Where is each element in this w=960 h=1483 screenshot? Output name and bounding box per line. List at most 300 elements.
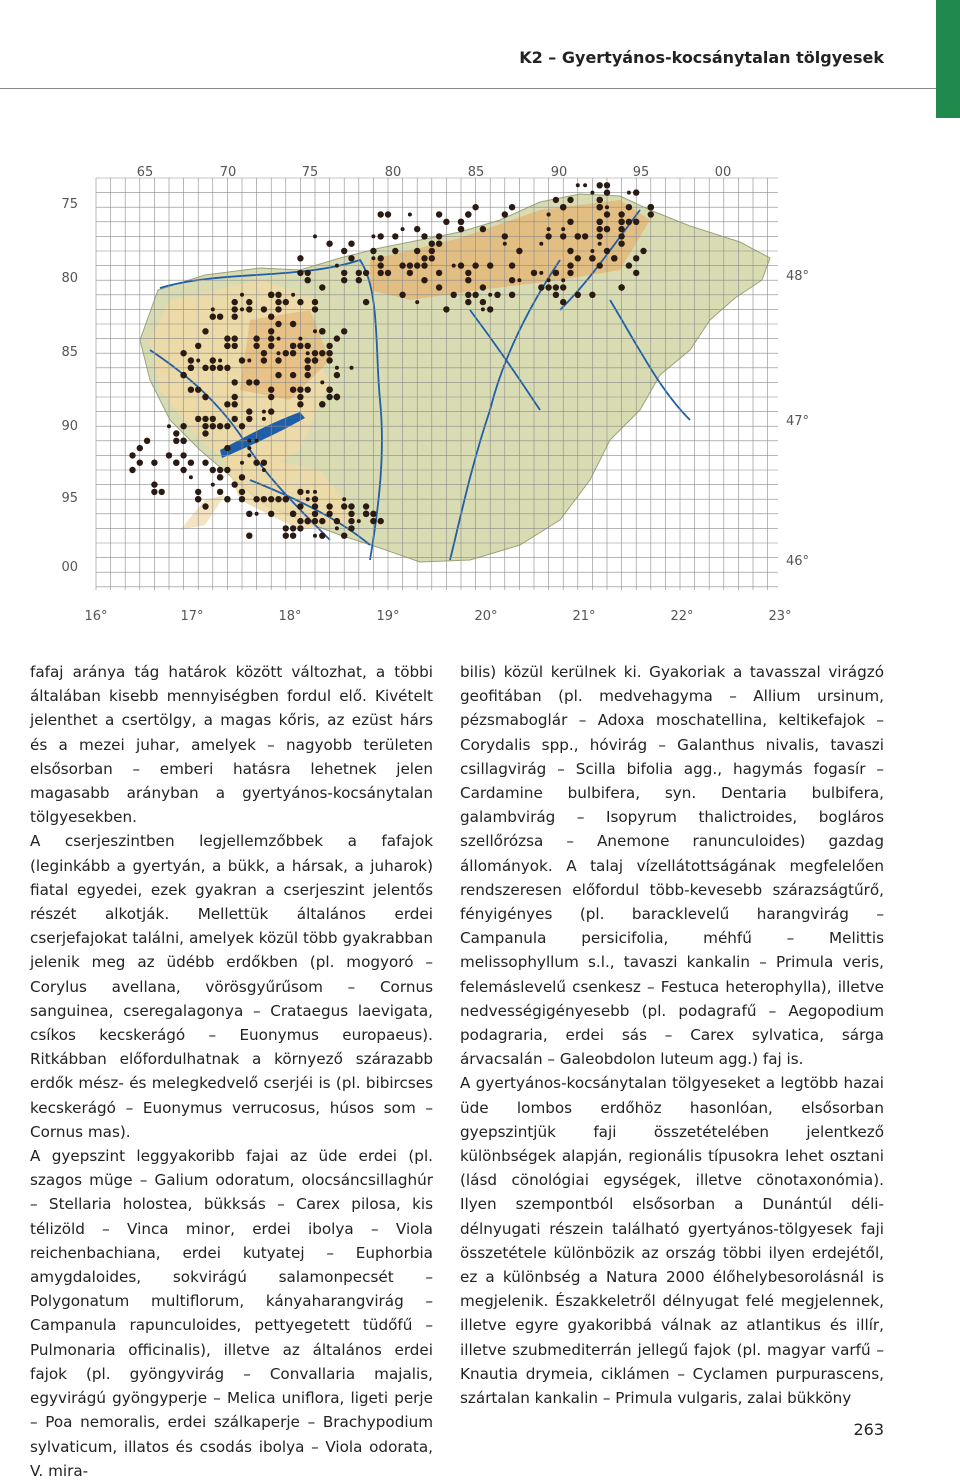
occurrence-dot [480,226,486,232]
occurrence-dot [268,496,274,502]
occurrence-dot [509,262,515,268]
occurrence-dot [283,533,289,539]
occurrence-dot [232,379,238,385]
occurrence-dot [159,489,165,495]
occurrence-dot [480,284,486,290]
occurrence-dot [618,284,624,290]
occurrence-dot [268,335,274,341]
longitude-label: 18° [278,609,302,624]
occurrence-dot [195,416,201,422]
occurrence-dot [560,284,566,290]
grid-left-label: 00 [61,560,78,575]
paragraph: bilis) közül kerülnek ki. Gyakoriak a tavasszal virágzó geofitában (pl. medvehagyma – Allium ursinum, pézsmaboglár – Adoxa moschatellina, keltikefajok – Corydalis spp., hóvirág – Galanthus nivalis, tavaszi csillagvirág – Scilla bifolia agg., hagymás fogasír – Cardamine bulbifera, syn. Dentaria bulbifera, galambvirág – Isopyrum thalictroides, bogláros szellőrózsa – Anemone ranunculoides) gazdag állományok. A talaj vízellátottságának megfelelően rendszeresen előfordul több-kevesebb szárazságtűrő, fényigényes (pl. baracklevelű harangvirág – Campanula persicifolia, méhfű – Melittis melissophyllum s.l., tavaszi kankalin – Primula veris, felemáslevelű csenkesz – Festuca heterophylla), illetve nedvességigényesebb (pl. podagrafű – Aegopodium podagraria, erdei sás – Carex sylvatica, sárga árvacsalán – Galeobdolon luteum agg.) faj is. [460,663,884,1069]
occurrence-dot [283,299,289,305]
occurrence-dot [348,518,354,524]
grid-top-label: 70 [219,165,237,180]
occurrence-dot [262,468,266,472]
occurrence-dot [180,467,186,473]
occurrence-dot [291,293,295,297]
occurrence-dot [137,460,143,466]
occurrence-dot [509,292,515,298]
occurrence-dot [312,357,318,363]
occurrence-dot [202,394,208,400]
occurrence-dot [151,460,157,466]
occurrence-dot [283,525,289,531]
occurrence-dot [414,262,420,268]
occurrence-dot [370,518,376,524]
occurrence-dot [210,416,216,422]
occurrence-dot [275,306,281,312]
occurrence-dot [239,423,245,429]
occurrence-dot [436,284,442,290]
occurrence-dot [363,503,369,509]
occurrence-dot [232,481,238,487]
occurrence-dot [436,211,442,217]
occurrence-dot [517,278,521,282]
occurrence-dot [297,525,303,531]
occurrence-dot [626,262,632,268]
occurrence-dot [472,262,478,268]
occurrence-dot [275,299,281,305]
occurrence-dot [488,293,492,297]
mecsek-upland [180,495,225,530]
occurrence-dot [232,314,238,320]
occurrence-dot [472,204,478,210]
occurrence-dot [597,233,603,239]
occurrence-dot [246,408,252,414]
occurrence-dot [582,233,588,239]
occurrence-dot [597,262,603,268]
occurrence-dot [268,408,274,414]
occurrence-dot [255,512,259,516]
grid-left-label: 85 [61,345,78,360]
occurrence-dot [188,357,194,363]
longitude-label: 20° [474,609,498,624]
occurrence-dot [210,365,216,371]
occurrence-dot [268,343,274,349]
occurrence-dot [348,241,354,247]
occurrence-dot [371,234,375,238]
occurrence-dot [305,343,311,349]
occurrence-dot [290,343,296,349]
occurrence-dot [195,343,201,349]
occurrence-dot [567,197,573,203]
occurrence-dot [319,518,325,524]
grid-top-label: 00 [714,165,732,180]
occurrence-dot [305,372,311,378]
occurrence-dot [335,264,339,268]
occurrence-dot [356,277,362,283]
occurrence-dot [385,270,391,276]
occurrence-dot [246,511,252,517]
occurrence-dot [188,387,194,393]
occurrence-dot [618,233,624,239]
occurrence-dot [202,328,208,334]
occurrence-dot [326,394,332,400]
occurrence-dot [326,350,332,356]
occurrence-dot [385,211,391,217]
occurrence-dot [458,219,464,225]
occurrence-dot [547,213,551,217]
grid-top-label: 90 [550,165,568,180]
occurrence-dot [180,423,186,429]
longitude-label: 19° [376,609,400,624]
occurrence-dot [341,248,347,254]
occurrence-dot [443,306,449,312]
occurrence-dot [202,460,208,466]
occurrence-dot [211,483,215,487]
occurrence-dot [429,248,435,254]
occurrence-dot [567,248,573,254]
occurrence-dot [561,278,565,282]
occurrence-dot [306,490,310,494]
occurrence-dot [436,233,442,239]
occurrence-dot [567,270,573,276]
occurrence-dot [648,211,654,217]
occurrence-dot [341,503,347,509]
occurrence-dot [575,255,581,261]
occurrence-dot [378,270,384,276]
occurrence-dot [357,519,361,523]
occurrence-dot [465,270,471,276]
occurrence-dot [341,533,347,539]
occurrence-dot [443,219,449,225]
occurrence-dot [268,328,274,334]
page-title: K2 – Gyertyános-kocsánytalan tölgyesek [519,48,884,67]
occurrence-dot [502,211,508,217]
occurrence-dot [604,182,610,188]
occurrence-dot [255,439,259,443]
occurrence-dot [627,220,631,224]
occurrence-dot [597,204,603,210]
occurrence-dot [399,262,405,268]
longitude-label: 21° [572,609,596,624]
occurrence-dot [202,365,208,371]
occurrence-dot [465,211,471,217]
occurrence-dot [516,248,522,254]
occurrence-dot [173,438,179,444]
occurrence-dot [144,438,150,444]
occurrence-dot [202,503,208,509]
occurrence-dot [180,372,186,378]
occurrence-dot [576,183,580,187]
occurrence-dot [414,248,420,254]
occurrence-dot [618,226,624,232]
occurrence-dot [195,496,201,502]
occurrence-dot [232,401,238,407]
grid-top-label: 80 [384,165,402,180]
occurrence-dot [392,248,398,254]
distribution-map [0,150,960,640]
occurrence-dot [335,526,339,530]
occurrence-dot [204,417,208,421]
occurrence-dot [166,452,172,458]
occurrence-dot [319,533,325,539]
occurrence-dot [305,518,311,524]
occurrence-dot [539,242,543,246]
occurrence-dot [298,337,302,341]
occurrence-dot [553,284,559,290]
occurrence-dot [627,191,631,195]
occurrence-dot [306,497,310,501]
occurrence-dot [421,262,427,268]
text-column-right [460,660,884,1410]
occurrence-dot [268,292,274,298]
occurrence-dot [247,446,251,450]
occurrence-dot [334,518,340,524]
occurrence-dot [246,379,252,385]
occurrence-dot [195,489,201,495]
occurrence-dot [509,204,515,210]
occurrence-dot [597,197,603,203]
occurrence-dot [612,256,616,260]
occurrence-dot [561,227,565,231]
occurrence-dot [232,343,238,349]
occurrence-dot [334,372,340,378]
occurrence-dot [545,233,551,239]
occurrence-dot [502,233,508,239]
occurrence-dot [312,496,318,502]
occurrence-dot [334,335,340,341]
occurrence-dot [253,496,259,502]
occurrence-dot [312,511,318,517]
occurrence-dot [305,365,311,371]
occurrence-dot [363,511,369,517]
occurrence-dot [633,255,639,261]
occurrence-dot [224,343,230,349]
occurrence-dot [509,277,515,283]
occurrence-dot [253,335,259,341]
occurrence-dot [312,503,318,509]
occurrence-dot [210,357,216,363]
occurrence-dot [452,264,456,268]
occurrence-dot [305,270,311,276]
occurrence-dot [239,496,245,502]
occurrence-dot [217,474,223,480]
occurrence-dot [363,270,369,276]
occurrence-dot [224,335,230,341]
longitude-label: 22° [670,609,694,624]
header-divider [0,88,936,89]
occurrence-dot [305,357,311,363]
occurrence-dot [275,357,281,363]
occurrence-dot [575,233,581,239]
latitude-label: 46° [786,554,810,569]
occurrence-dot [421,255,427,261]
occurrence-dot [180,452,186,458]
occurrence-dot [547,278,551,282]
occurrence-dot [319,401,325,407]
occurrence-dot [261,460,267,466]
occurrence-dot [341,270,347,276]
grid-left-label: 75 [61,197,78,212]
occurrence-dot [313,234,317,238]
occurrence-dot [224,496,230,502]
occurrence-dot [436,270,442,276]
occurrence-dot [224,365,230,371]
occurrence-dot [436,241,442,247]
occurrence-dot [195,387,201,393]
occurrence-dot [465,292,471,298]
occurrence-dot [283,496,289,502]
occurrence-dot [633,270,639,276]
occurrence-dot [326,511,332,517]
occurrence-dot [618,219,624,225]
occurrence-dot [210,467,216,473]
occurrence-dot [472,292,478,298]
occurrence-dot [597,226,603,232]
occurrence-dot [290,525,296,531]
occurrence-dot [297,270,303,276]
occurrence-dot [151,489,157,495]
occurrence-dot [618,241,624,247]
occurrence-dot [268,511,274,517]
occurrence-dot [539,271,543,275]
occurrence-dot [319,350,325,356]
occurrence-dot [247,359,251,363]
occurrence-dot [342,497,346,501]
occurrence-dot [180,438,186,444]
occurrence-dot [553,270,559,276]
occurrence-dot [275,496,281,502]
occurrence-dot [407,270,413,276]
occurrence-dot [326,241,332,247]
occurrence-dot [290,511,296,517]
occurrence-dot [633,189,639,195]
occurrence-dot [239,489,245,495]
occurrence-dot [341,328,347,334]
occurrence-dot [196,359,200,363]
occurrence-dot [246,533,252,539]
occurrence-dot [480,299,486,305]
relief-layer [140,194,770,562]
occurrence-dot [348,525,354,531]
occurrence-dot [415,300,419,304]
occurrence-dot [348,503,354,509]
longitude-label: 16° [84,609,108,624]
occurrence-dot [341,277,347,283]
occurrence-dot [326,343,332,349]
occurrence-dot [268,314,274,320]
occurrence-dot [531,270,537,276]
occurrence-dot [305,387,311,393]
occurrence-dot [298,505,302,509]
text-column-left [30,660,433,1483]
occurrence-dot [319,284,325,290]
grid-left-label: 80 [61,271,78,286]
occurrence-dot [583,183,587,187]
occurrence-dot [414,226,420,232]
paragraph: A gyepszint leggyakoribb fajai az üde erdei (pl. szagos müge – Galium odoratum, olocsáncsillaghúr – Stellaria holostea, bükksás – Carex pilosa, kis télizöld – Vinca minor, erdei ibolya – Viola reichenbachiana, erdei kutyatej – Euphorbia amygdaloides, sokvirágú salamonpecsét – Polygonatum multiflorum, kányaharangvirág – Campanula rapunculoides, pettyegetett tüdőfű – Pulmonaria officinalis), illetve az általános erdei fajok (pl. gyöngyvirág – Convallaria majalis, egyvirágú gyöngyperje – Melica uniflora, ligeti perje – Poa nemoralis, erdei szálkaperje – Brachypodium sylvaticum, illatos és csodás ibolya – Viola odorata, V. mira- [30,1147,433,1480]
occurrence-dot [173,430,179,436]
grid-top-label: 65 [136,165,154,180]
occurrence-dot [458,262,464,268]
occurrence-dot [247,439,251,443]
occurrence-dot [218,359,222,363]
occurrence-dot [553,197,559,203]
occurrence-dot [239,474,245,480]
occurrence-dot [232,306,238,312]
occurrence-dot [597,182,603,188]
occurrence-dot [319,328,325,334]
occurrence-dot [182,351,186,355]
grid-top-label: 95 [632,165,650,180]
occurrence-dot [268,387,274,393]
occurrence-dot [356,270,362,276]
occurrence-dot [408,213,412,217]
occurrence-dot [326,503,332,509]
occurrence-dot [290,533,296,539]
occurrence-dot [246,416,252,422]
occurrence-dot [297,255,303,261]
grid-top-label: 75 [301,165,319,180]
occurrence-dot [348,255,354,261]
occurrence-dot [277,351,281,355]
occurrence-dot [217,467,223,473]
occurrence-dot [137,445,143,451]
occurrence-dot [232,416,238,422]
occurrence-dot [465,277,471,283]
occurrence-dot [378,211,384,217]
occurrence-dot [224,467,230,473]
occurrence-dot [605,205,609,209]
occurrence-dot [604,226,610,232]
occurrence-dot [275,372,281,378]
occurrence-dot [451,292,457,298]
occurrence-dot [297,518,303,524]
paragraph: fafaj aránya tág határok között változhat, a többi általában kisebb mennyiségben fordul elő. Kivételt jelenthet a csertölgy, a magas kőris, az ezüst hárs és a mezei juhar, amelyek – nagyobb területen elsősorban – emberi hatásra lehetnek jelen magasabb arányban a gyertyános-kocsánytalan tölgyesekben. [30,663,433,827]
occurrence-dot [202,423,208,429]
occurrence-dot [312,518,318,524]
chapter-color-tab [936,0,960,118]
occurrence-dot [589,292,595,298]
occurrence-dot [232,335,238,341]
occurrence-dot [553,292,559,298]
occurrence-dot [217,365,223,371]
occurrence-dot [604,189,610,195]
occurrence-dot [487,262,493,268]
occurrence-dot [421,277,427,283]
occurrence-dot [429,241,435,247]
occurrence-dot [590,249,594,253]
occurrence-dot [297,387,303,393]
occurrence-dot [589,255,595,261]
occurrence-dot [268,394,274,400]
occurrence-dot [261,357,267,363]
occurrence-dot [429,255,435,261]
occurrence-dot [297,401,303,407]
occurrence-dot [326,387,332,393]
occurrence-dot [262,410,266,414]
occurrence-dot [210,423,216,429]
occurrence-dot [297,489,303,495]
occurrence-dot [232,299,238,305]
occurrence-dot [399,292,405,298]
occurrence-dot [202,430,208,436]
occurrence-dot [633,219,639,225]
occurrence-dot [465,299,471,305]
occurrence-dot [240,461,244,465]
occurrence-dot [240,307,244,311]
occurrence-dot [640,248,646,254]
occurrence-dot [297,394,303,400]
occurrence-dot [618,211,624,217]
occurrence-dot [253,379,259,385]
page-number: 263 [853,1420,884,1439]
occurrence-dot [378,255,384,261]
occurrence-dot [261,350,267,356]
occurrence-dot [211,307,215,311]
